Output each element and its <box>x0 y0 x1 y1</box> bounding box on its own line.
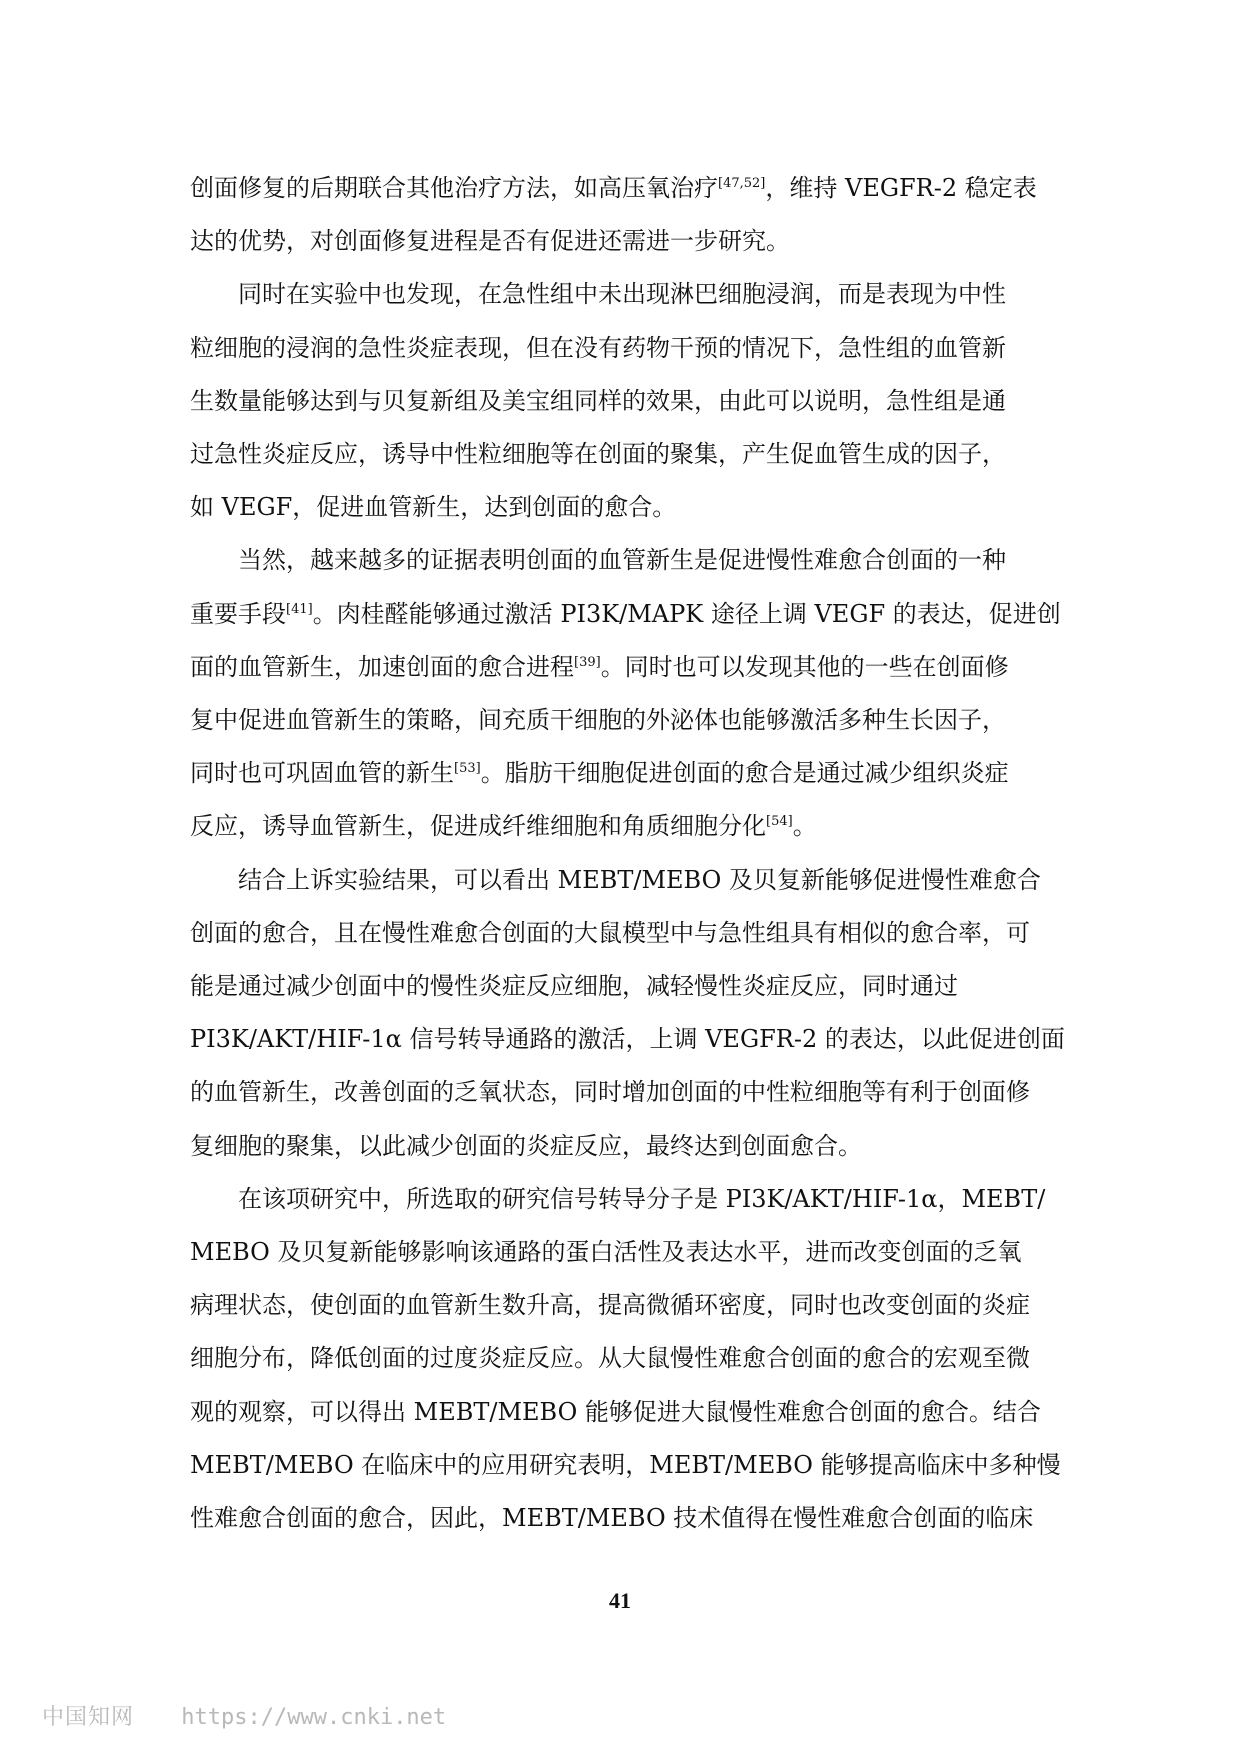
text-run: PI3K/AKT/HIF-1α 信号转导通路的激活，上调 VEGFR-2 的表达，以此促进创面 <box>190 1025 1065 1054</box>
text-run: 的血管新生，改善创面的乏氧状态，同时增加创面的中性粒细胞等有利于创面修 <box>190 1078 1030 1107</box>
text-line <box>190 960 1058 1013</box>
text-line <box>190 322 1058 375</box>
text-line <box>190 534 1058 587</box>
text-run: 达的优势，对创面修复进程是否有促进还需进一步研究。 <box>190 227 790 256</box>
text-line <box>190 1279 1058 1332</box>
text-run: ，维持 VEGFR-2 稳定表 <box>765 174 1037 202</box>
text-run: 结合上诉实验结果，可以看出 MEBT/MEBO 及贝复新能够促进慢性难愈合 <box>238 865 1041 894</box>
text-line <box>190 1066 1058 1119</box>
text-line <box>190 428 1058 481</box>
page-number: 41 <box>609 1588 631 1613</box>
text-run: 生数量能够达到与贝复新组及美宝组同样的效果，由此可以说明，急性组是通 <box>190 386 1006 415</box>
text-run: 。肉桂醛能够通过激活 PI3K/MAPK 途径上调 VEGF 的表达，促进创 <box>312 599 1061 628</box>
text-line <box>190 1492 1058 1545</box>
text-run: 创面修复的后期联合其他治疗方法，如高压氧治疗 <box>190 174 718 202</box>
text-run: 面的血管新生，加速创面的愈合进程 <box>190 652 574 681</box>
text-line <box>190 1386 1058 1439</box>
text-run: 粒细胞的浸润的急性炎症表现，但在没有药物干预的情况下，急性组的血管新 <box>190 333 1006 362</box>
text-run: MEBO 及贝复新能够影响该通路的蛋白活性及表达水平，进而改变创面的乏氧 <box>190 1238 1022 1267</box>
paragraph <box>190 854 1065 1173</box>
paragraph <box>190 1173 1061 1545</box>
text-line <box>190 375 1058 428</box>
citation-ref: [53] <box>454 761 481 777</box>
text-line <box>190 1226 1058 1279</box>
text-run: 在该项研究中，所选取的研究信号转导分子是 PI3K/AKT/HIF-1α，MEBT/ <box>238 1184 1046 1213</box>
text-line <box>190 800 1058 853</box>
text-line <box>190 694 1058 747</box>
text-run: 。脂肪干细胞促进创面的愈合是通过减少组织炎症 <box>480 759 1009 788</box>
watermark-url: https://www.cnki.net <box>181 1705 447 1730</box>
citation-ref: [54] <box>766 814 793 830</box>
text-run: 病理状态，使创面的血管新生数升高，提高微循环密度，同时也改变创面的炎症 <box>190 1291 1030 1320</box>
citation-ref: [39] <box>574 654 601 670</box>
text-run: 同时在实验中也发现，在急性组中未出现淋巴细胞浸润，而是表现为中性 <box>238 280 1006 309</box>
paragraph <box>190 162 1058 268</box>
text-line <box>190 268 1058 321</box>
text-run: 重要手段 <box>190 599 286 628</box>
text-run: 性难愈合创面的愈合，因此，MEBT/MEBO 技术值得在慢性难愈合创面的临床 <box>190 1504 1034 1533</box>
citation-ref: [47,52] <box>718 176 766 191</box>
body-text <box>190 162 1065 1545</box>
text-run: 创面的愈合，且在慢性难愈合创面的大鼠模型中与急性组具有相似的愈合率，可 <box>190 918 1030 947</box>
paragraph <box>190 268 1058 534</box>
text-line <box>190 641 1058 694</box>
text-run: 能是通过减少创面中的慢性炎症反应细胞，减轻慢性炎症反应，同时通过 <box>190 972 958 1001</box>
text-line <box>190 1439 1061 1492</box>
text-run: 复细胞的聚集，以此减少创面的炎症反应，最终达到创面愈合。 <box>190 1131 862 1160</box>
watermark <box>42 1700 446 1731</box>
text-run: 同时也可巩固血管的新生 <box>190 759 454 788</box>
paragraph <box>190 534 1061 853</box>
citation-ref: [41] <box>286 601 313 617</box>
text-run: 观的观察，可以得出 MEBT/MEBO 能够促进大鼠慢性难愈合创面的愈合。结合 <box>190 1397 1041 1426</box>
text-line <box>190 1173 1058 1226</box>
text-run: 反应，诱导血管新生，促进成纤维细胞和角质细胞分化 <box>190 812 766 841</box>
text-run: 复中促进血管新生的策略，间充质干细胞的外泌体也能够激活多种生长因子， <box>190 706 1006 735</box>
text-line <box>190 1013 1065 1066</box>
text-line <box>190 481 1058 534</box>
text-line <box>190 747 1058 800</box>
text-run: 。 <box>792 812 817 841</box>
text-line <box>190 1332 1058 1385</box>
watermark-brand: 中国知网 <box>42 1705 135 1730</box>
text-line <box>190 1120 1058 1173</box>
text-line <box>190 162 1058 215</box>
text-run: MEBT/MEBO 在临床中的应用研究表明，MEBT/MEBO 能够提高临床中多种慢 <box>190 1450 1061 1479</box>
text-run: 细胞分布，降低创面的过度炎症反应。从大鼠慢性难愈合创面的愈合的宏观至微 <box>190 1344 1030 1373</box>
text-run: 。同时也可以发现其他的一些在创面修 <box>600 652 1009 681</box>
text-run: 过急性炎症反应，诱导中性粒细胞等在创面的聚集，产生促血管生成的因子， <box>190 440 1006 469</box>
text-line <box>190 215 1058 268</box>
text-line <box>190 854 1058 907</box>
text-run: 如 VEGF，促进血管新生，达到创面的愈合。 <box>190 493 677 522</box>
text-line <box>190 588 1061 641</box>
text-line <box>190 907 1058 960</box>
text-run: 当然，越来越多的证据表明创面的血管新生是促进慢性难愈合创面的一种 <box>238 546 1006 575</box>
